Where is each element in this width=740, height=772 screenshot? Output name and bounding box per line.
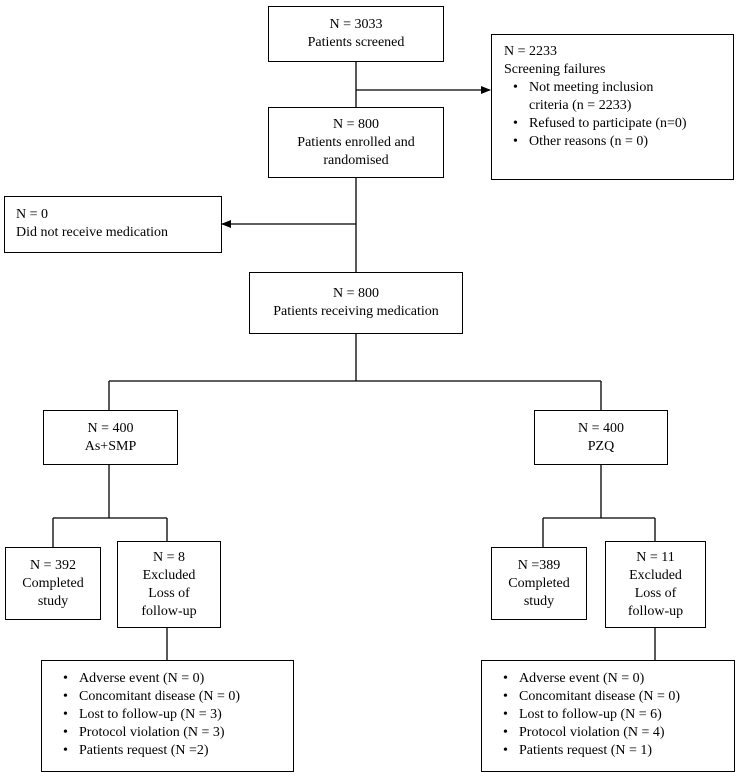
- right-arm-box: [534, 410, 668, 465]
- right-completed-count: N =389: [517, 557, 561, 573]
- right-reason-item: • Concomitant disease (N = 0): [492, 688, 734, 706]
- right-arm-label: PZQ: [587, 438, 615, 454]
- left-arm-label: As+SMP: [84, 438, 137, 454]
- screening-failures-box: [491, 34, 734, 180]
- right-excluded-line3: follow-up: [627, 603, 684, 619]
- no-medication-box: [4, 196, 222, 253]
- left-excluded-count: N = 8: [152, 549, 185, 565]
- left-reason-item: • Patients request (N =2): [52, 742, 293, 760]
- enrolled-box: [268, 107, 444, 178]
- right-excluded-line2: Loss of: [634, 585, 677, 601]
- left-excluded-line2: Loss of: [148, 585, 190, 601]
- left-reason-item: • Lost to follow-up (N = 3): [52, 706, 293, 724]
- right-completed-box: [491, 547, 587, 620]
- screening-failures-count: N = 2233: [504, 44, 558, 59]
- screening-failure-reason: • Refused to participate (n=0): [502, 115, 733, 133]
- left-excluded-line3: follow-up: [141, 603, 197, 619]
- left-reason-item: • Concomitant disease (N = 0): [52, 688, 293, 706]
- right-reason-item: • Adverse event (N = 0): [492, 670, 734, 688]
- receiving-label: Patients receiving medication: [273, 304, 439, 319]
- right-reasons-box: [481, 660, 735, 772]
- no-medication-count: N = 0: [16, 207, 49, 222]
- receiving-box: [249, 272, 463, 334]
- screening-failures-title: Screening failures: [504, 62, 606, 77]
- screened-box: [268, 6, 444, 62]
- left-arm-count: N = 400: [87, 420, 134, 436]
- right-completed-line1: Completed: [508, 575, 570, 591]
- left-excluded-line1: Excluded: [142, 567, 196, 583]
- no-medication-label: Did not receive medication: [16, 225, 168, 240]
- left-completed-box: [5, 547, 101, 620]
- left-completed-count: N = 392: [29, 557, 76, 573]
- enrolled-label-line1: Patients enrolled and: [297, 134, 415, 150]
- receiving-count: N = 800: [332, 286, 379, 301]
- left-reasons-box: [41, 660, 294, 772]
- screening-failure-reason-text: • Not meeting inclusion criteria (n = 2233): [529, 80, 654, 113]
- right-excluded-line1: Excluded: [629, 567, 682, 583]
- screened-label: Patients screened: [307, 35, 405, 50]
- left-reason-item: • Adverse event (N = 0): [52, 670, 293, 688]
- left-reason-item: • Protocol violation (N = 3): [52, 724, 293, 742]
- right-reason-item: • Patients request (N = 1): [492, 742, 734, 760]
- right-excluded-box: [605, 541, 706, 628]
- screened-count: N = 3033: [329, 17, 383, 32]
- right-completed-line2: study: [523, 593, 555, 609]
- left-arm-box: [43, 410, 178, 465]
- right-arm-count: N = 400: [577, 420, 624, 436]
- enrolled-count: N = 800: [332, 116, 379, 132]
- right-reason-item: • Protocol violation (N = 4): [492, 724, 734, 742]
- left-excluded-box: [117, 541, 221, 628]
- left-completed-line2: study: [37, 593, 69, 609]
- screening-failure-reason: • Other reasons (n = 0): [502, 133, 733, 151]
- right-excluded-count: N = 11: [636, 549, 675, 565]
- enrolled-label-line2: randomised: [323, 152, 389, 168]
- right-reason-item: • Lost to follow-up (N = 6): [492, 706, 734, 724]
- screening-failure-reason: [502, 79, 733, 115]
- left-completed-line1: Completed: [22, 575, 84, 591]
